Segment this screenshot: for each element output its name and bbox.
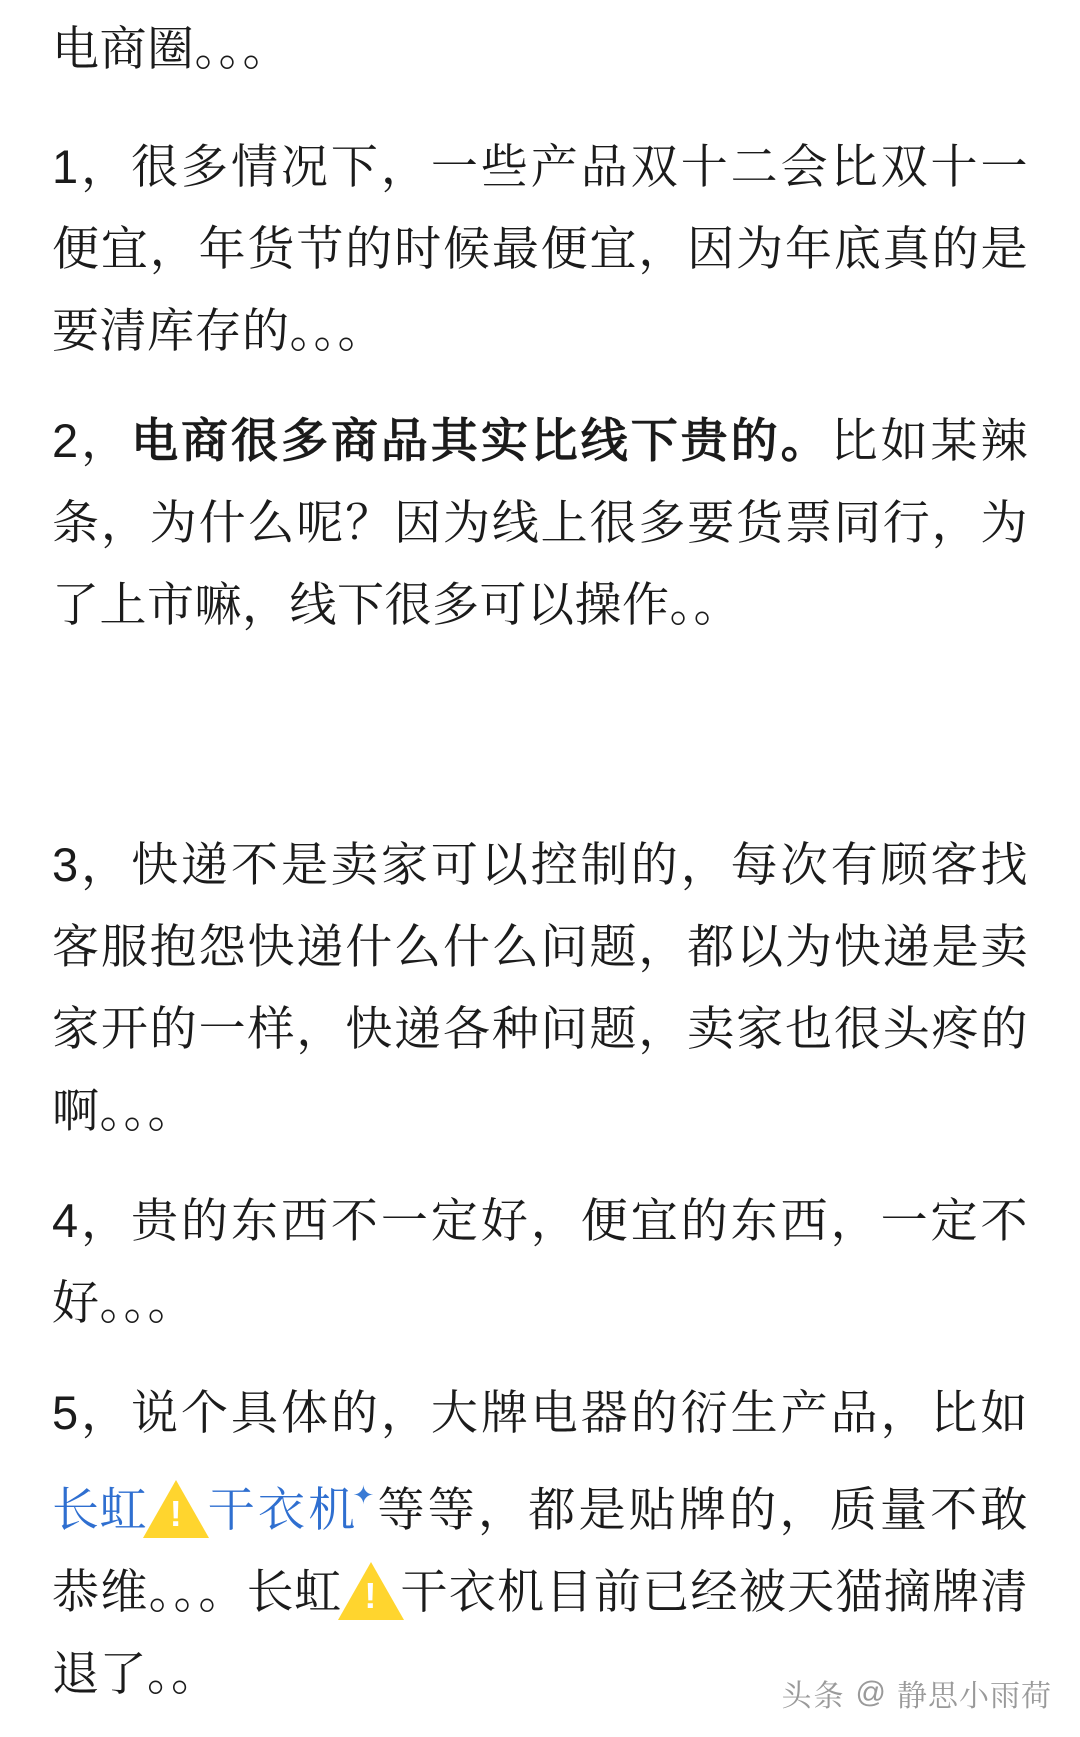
warning-exclamation: ! — [169, 1493, 183, 1534]
warning-icon-2 — [338, 1562, 404, 1620]
at-symbol: @ — [855, 1676, 887, 1709]
toutiao-logo: 头条 — [781, 1680, 846, 1713]
sparkle-icon: ✦ — [352, 1480, 375, 1510]
warning-icon — [143, 1480, 209, 1538]
brand-name-1: 长虹 — [52, 1483, 147, 1536]
watermark-author: 静思小雨荷 — [897, 1680, 1052, 1713]
brand-name-2: 长虹 — [246, 1565, 342, 1618]
item-5-part-b: 干衣机 — [205, 1483, 359, 1536]
masked-brand-1 — [52, 1469, 205, 1551]
item-5-part-d: 干衣机目前已经被天猫摘牌清退了。。 — [52, 1565, 1029, 1700]
warning-exclamation-2: ! — [364, 1575, 377, 1616]
item-2-rest: 比如某辣条，为什么呢？因为线上很多要货票同行，为了上市嘛，线下很多可以操作。。 — [52, 414, 1029, 631]
watermark — [782, 1671, 1052, 1715]
masked-brand-2 — [247, 1551, 400, 1633]
item-2-emphasis: 电商很多商品其实比线下贵的。 — [131, 414, 831, 467]
item-2-prefix: 2， — [52, 414, 132, 467]
paragraph-spacer — [52, 674, 1028, 756]
paragraph-intro: 电商圈。。。 — [52, 22, 290, 75]
paragraph-item-3: 3，快递不是卖家可以控制的，每次有顾客找客服抱怨快递什么什么问题，都以为快递是卖家开的一样，快递各种问题，卖家也很头疼的啊。。。 — [52, 838, 1028, 1137]
paragraph-item-4: 4，贵的东西不一定好，便宜的东西，一定不好。。。 — [52, 1194, 1028, 1329]
paragraph-item-1: 1，很多情况下，一些产品双十二会比双十一便宜，年货节的时候最便宜，因为年底真的是要清库存的。。。 — [52, 140, 1028, 357]
item-5-part-a: 5，说个具体的，大牌电器的衍生产品，比如 — [52, 1386, 1028, 1439]
paragraph-item-2 — [52, 400, 1028, 646]
paragraph-item-5 — [52, 1372, 1028, 1715]
item-5-part-c: 等等，都是贴牌的，质量不敢恭维。。。 — [52, 1483, 1029, 1618]
